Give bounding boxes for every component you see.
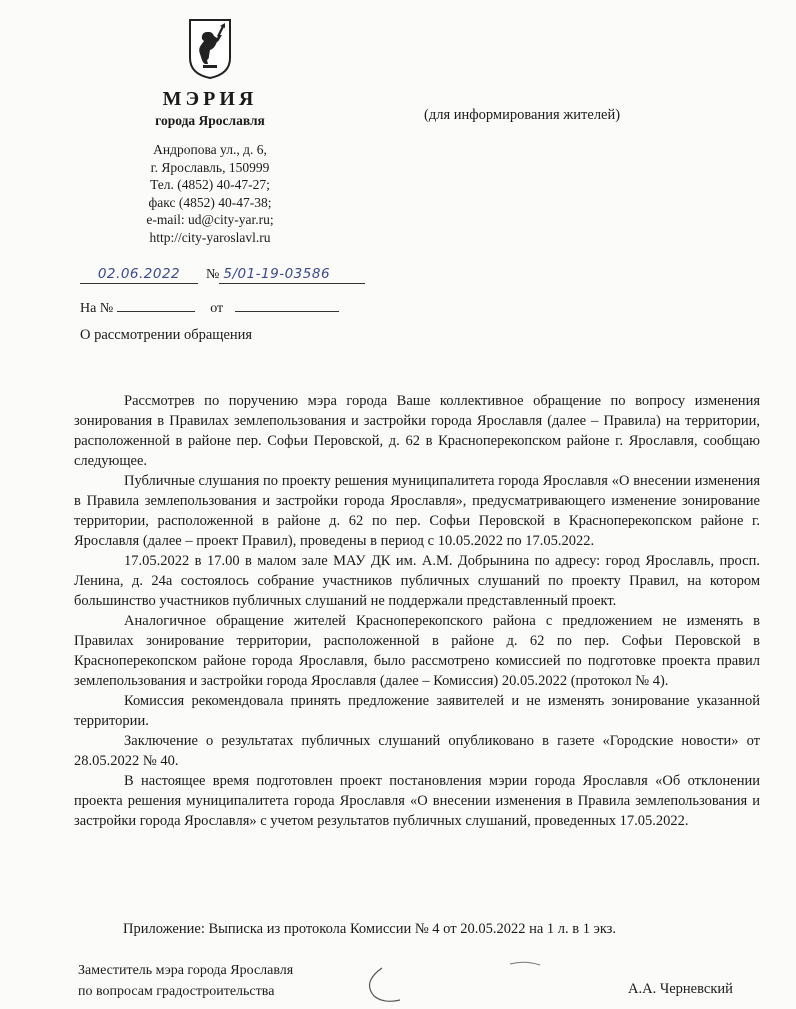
registration-number: 5/01-19-03586: [219, 266, 365, 284]
address-line: г. Ярославль, 150999: [150, 159, 270, 175]
reply-from-label: от: [210, 301, 224, 316]
reply-reference-line: [80, 298, 339, 317]
appendix-line: Приложение: Выписка из протокола Комиссии № 4 от 20.05.2022 на 1 л. в 1 экз.: [123, 921, 617, 937]
body-paragraph: Аналогичное обращение жителей Красноперекопского района с предложением не изменять в Правилах зонирование территории, расположенной в районе д. 62 по пер. Софьи Перовской в Красноперекопском районе города Ярославля, было рассмотрено комиссией по подготовке проекта правил землепользования и застройки города Ярославля (далее – Комиссия) 20.05.2022 (протокол № 4).: [74, 613, 760, 689]
reply-number-label: На №: [80, 301, 114, 316]
reply-date-blank: [235, 298, 339, 312]
body-paragraph: 17.05.2022 в 17.00 в малом зале МАУ ДК им. А.М. Добрынина по адресу: город Ярославль, просп. Ленина, д. 24а состоялось собрание участников публичных слушаний по проекту Правил, на котором большинство участников публичных слушаний не поддержали представленный проект.: [74, 553, 760, 609]
registration-line: [80, 266, 365, 284]
org-name: МЭРИЯ: [162, 88, 258, 110]
email-line: e-mail: ud@city-yar.ru;: [146, 212, 274, 228]
recipient-note: (для информирования жителей): [424, 107, 621, 123]
handwritten-signature: [360, 950, 660, 1005]
letter-subject: О рассмотрении обращения: [80, 327, 253, 343]
body-paragraph: Заключение о результатах публичных слушаний опубликовано в газете «Городские новости» от 28.05.2022 № 40.: [74, 733, 760, 769]
body-paragraph: Публичные слушания по проекту решения муниципалитета города Ярославля «О внесении изменения в Правила землепользования и застройки города Ярославля», предусматривающего изменение зонирование территории, расположенной в районе д. 62 по пер. Софьи Перовской в Красноперекопском районе г. Ярославля (далее – проект Правил), проведены в период с 10.05.2022 по 17.05.2022.: [74, 473, 760, 549]
yaroslavl-crest-icon: [187, 18, 233, 80]
signatory-name: А.А. Черневский: [628, 981, 733, 997]
position-line: Заместитель мэра города Ярославля: [78, 963, 294, 978]
org-subtitle: города Ярославля: [155, 113, 265, 128]
registration-date: 02.06.2022: [80, 266, 198, 284]
fax-line: факс (4852) 40-47-38;: [148, 194, 272, 210]
letter-body: [74, 391, 760, 831]
website-line: http://city-yaroslavl.ru: [149, 229, 271, 245]
position-line: по вопросам градостроительства: [78, 984, 275, 999]
body-paragraph: Рассмотрев по поручению мэра города Ваше коллективное обращение по вопросу изменения зонирования в Правилах землепользования и застройки города Ярославля (далее – Правила) на территории, расположенной в районе пер. Софьи Перовской, д. 62 в Красноперекопском районе г. Ярославля, сообщаю следующее.: [74, 393, 760, 469]
number-label: №: [206, 267, 220, 282]
body-paragraph: В настоящее время подготовлен проект постановления мэрии города Ярославля «Об отклонении проекта решения муниципалитета города Ярославля «О внесении изменения в Правила землепользования и застройки города Ярославля» с учетом результатов публичных слушаний, проведенных 17.05.2022.: [74, 773, 760, 829]
signatory-position: [78, 960, 293, 1002]
body-paragraph: Комиссия рекомендовала принять предложение заявителей и не изменять зонирование указанной территории.: [74, 693, 760, 729]
org-address: [115, 141, 305, 247]
address-line: Андропова ул., д. 6,: [153, 142, 267, 157]
phone-line: Тел. (4852) 40-47-27;: [150, 177, 270, 193]
reply-number-blank: [117, 298, 195, 312]
